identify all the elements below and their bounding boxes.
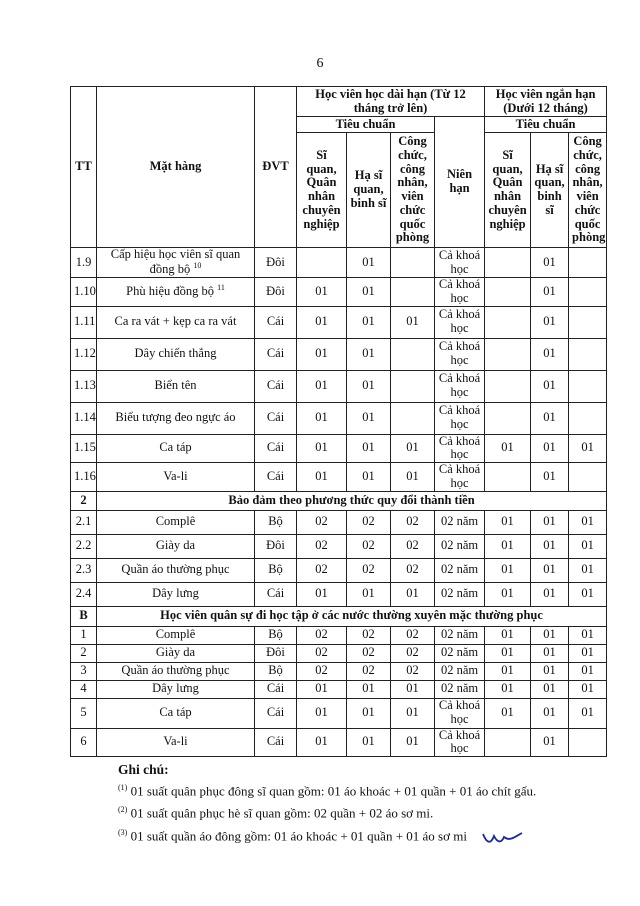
cell-civil-short: 01	[569, 582, 607, 606]
cell-unit: Cái	[255, 698, 297, 728]
table-row	[71, 248, 607, 278]
cell-unit: Cái	[255, 402, 297, 434]
cell-lifetime: Cả khoá học	[435, 698, 485, 728]
cell-lifetime: 02 năm	[435, 626, 485, 644]
cell-nco: 02	[347, 662, 391, 680]
cell-nco-short: 01	[531, 434, 569, 463]
cell-officer: 01	[297, 370, 347, 402]
cell-civil-short	[569, 278, 607, 307]
cell-civil-short: 01	[569, 680, 607, 698]
cell-officer-short	[485, 248, 531, 278]
table-row	[71, 402, 607, 434]
cell-tt: 2	[71, 644, 97, 662]
cell-tt: 1.9	[71, 248, 97, 278]
item-name-text: Ca táp	[159, 440, 192, 455]
section-number: 2	[71, 491, 97, 510]
allowance-table	[70, 86, 607, 757]
cell-civil: 01	[391, 434, 435, 463]
header-tt: TT	[71, 87, 97, 248]
cell-nco: 02	[347, 644, 391, 662]
cell-tt: 2.4	[71, 582, 97, 606]
cell-officer-short: 01	[485, 582, 531, 606]
table-row	[71, 534, 607, 558]
cell-officer: 02	[297, 626, 347, 644]
cell-unit: Bộ	[255, 558, 297, 582]
cell-item-name	[97, 626, 255, 644]
table-row	[71, 306, 607, 338]
cell-tt: 1.14	[71, 402, 97, 434]
cell-civil-short	[569, 728, 607, 757]
header-standard-short: Tiêu chuẩn	[485, 117, 607, 133]
cell-officer-short: 01	[485, 626, 531, 644]
cell-nco: 01	[347, 248, 391, 278]
cell-officer: 01	[297, 728, 347, 757]
cell-unit: Cái	[255, 338, 297, 370]
note-1-text: 01 suất quân phục đông sĩ quan gồm: 01 áo khoác + 01 quần + 01 áo chít gấu.	[130, 783, 537, 799]
table-row	[71, 278, 607, 307]
cell-civil: 02	[391, 644, 435, 662]
cell-tt: 1.13	[71, 370, 97, 402]
item-name-text: Biểu tượng đeo ngực áo	[115, 410, 236, 425]
cell-officer-short: 01	[485, 558, 531, 582]
header-short-term: Học viên ngắn hạn (Dưới 12 tháng)	[485, 87, 607, 117]
cell-nco: 02	[347, 626, 391, 644]
cell-civil	[391, 248, 435, 278]
cell-civil-short	[569, 463, 607, 492]
cell-civil	[391, 338, 435, 370]
cell-civil: 02	[391, 510, 435, 534]
cell-unit: Cái	[255, 463, 297, 492]
cell-nco-short: 01	[531, 534, 569, 558]
table-row	[71, 582, 607, 606]
note-2-marker: (2)	[118, 805, 128, 815]
cell-lifetime: 02 năm	[435, 534, 485, 558]
table-row	[71, 626, 607, 644]
cell-nco-short: 01	[531, 370, 569, 402]
cell-nco: 01	[347, 698, 391, 728]
note-2	[118, 805, 618, 821]
table-row	[71, 662, 607, 680]
cell-item-name	[97, 434, 255, 463]
cell-nco-short: 01	[531, 463, 569, 492]
cell-officer-short	[485, 338, 531, 370]
cell-officer: 02	[297, 534, 347, 558]
cell-item-name	[97, 463, 255, 492]
cell-lifetime: 02 năm	[435, 644, 485, 662]
cell-civil: 01	[391, 680, 435, 698]
cell-nco: 01	[347, 680, 391, 698]
header-lifetime: Niên hạn	[435, 117, 485, 248]
cell-nco: 01	[347, 728, 391, 757]
cell-unit: Cái	[255, 582, 297, 606]
note-1	[118, 783, 618, 799]
cell-nco-short: 01	[531, 306, 569, 338]
cell-item-name	[97, 698, 255, 728]
cell-civil: 02	[391, 626, 435, 644]
cell-officer-short	[485, 370, 531, 402]
cell-officer-short: 01	[485, 434, 531, 463]
cell-tt: 2.3	[71, 558, 97, 582]
cell-lifetime: Cả khoá học	[435, 434, 485, 463]
cell-tt: 1.16	[71, 463, 97, 492]
section-row	[71, 491, 607, 510]
cell-civil: 02	[391, 534, 435, 558]
note-1-marker: (1)	[118, 783, 128, 792]
item-name-text: Va-li	[163, 468, 188, 483]
header-nco: Hạ sĩ quan, binh sĩ	[347, 133, 391, 248]
cell-civil-short: 01	[569, 644, 607, 662]
header-long-term: Học viên học dài hạn (Từ 12 tháng trở lên)	[297, 87, 485, 117]
cell-civil-short: 01	[569, 698, 607, 728]
cell-civil-short: 01	[569, 434, 607, 463]
cell-nco-short: 01	[531, 248, 569, 278]
header-unit: ĐVT	[255, 87, 297, 248]
cell-item-name	[97, 662, 255, 680]
item-name-text: Giày da	[155, 538, 196, 553]
cell-unit: Cái	[255, 728, 297, 757]
cell-civil: 01	[391, 698, 435, 728]
footnote-marker: 10	[193, 260, 202, 270]
cell-civil-short: 01	[569, 558, 607, 582]
cell-nco-short: 01	[531, 510, 569, 534]
item-name-text: Quần áo thường phục	[121, 562, 230, 577]
cell-item-name	[97, 558, 255, 582]
cell-officer-short	[485, 306, 531, 338]
cell-nco-short: 01	[531, 278, 569, 307]
item-name-text: Cấp hiệu học viên sĩ quan đồng bộ	[110, 247, 241, 277]
cell-nco-short: 01	[531, 698, 569, 728]
cell-tt: 4	[71, 680, 97, 698]
cell-nco: 01	[347, 278, 391, 307]
cell-officer-short	[485, 463, 531, 492]
item-name-text: Ca ra vát + kẹp ca ra vát	[114, 314, 237, 329]
cell-officer-short: 01	[485, 698, 531, 728]
header-officer-short: Sĩ quan, Quân nhân chuyên nghiệp	[485, 133, 531, 248]
cell-nco: 02	[347, 534, 391, 558]
cell-nco: 01	[347, 402, 391, 434]
notes	[118, 762, 618, 850]
item-name-text: Dây chiến thắng	[134, 346, 217, 361]
cell-nco-short: 01	[531, 626, 569, 644]
cell-lifetime: 02 năm	[435, 510, 485, 534]
cell-unit: Bộ	[255, 662, 297, 680]
note-3-marker: (3)	[118, 827, 128, 837]
cell-officer: 02	[297, 644, 347, 662]
note-3-text: 01 suất quần áo đông gồm: 01 áo khoác + 01 quần + 01 áo sơ mi	[130, 827, 467, 843]
table-row	[71, 370, 607, 402]
cell-nco: 02	[347, 558, 391, 582]
cell-officer: 02	[297, 662, 347, 680]
cell-unit: Đôi	[255, 644, 297, 662]
cell-officer	[297, 248, 347, 278]
cell-officer-short	[485, 402, 531, 434]
section-number: B	[71, 606, 97, 626]
cell-civil-short: 01	[569, 534, 607, 558]
cell-officer: 01	[297, 338, 347, 370]
header-civil: Công chức, công nhân, viên chức quốc phòng	[391, 133, 435, 248]
cell-officer-short: 01	[485, 534, 531, 558]
item-name-text: Quần áo thường phục	[121, 663, 230, 678]
item-name-text: Phù hiệu đồng bộ	[126, 284, 215, 299]
cell-nco: 01	[347, 306, 391, 338]
item-name-text: Dây lưng	[152, 586, 199, 601]
section-title: Học viên quân sự đi học tập ở các nước thường xuyên mặc thường phục	[97, 606, 607, 626]
header-standard-long: Tiêu chuẩn	[297, 117, 435, 133]
cell-lifetime: Cả khoá học	[435, 728, 485, 757]
item-name-text: Va-li	[163, 734, 188, 749]
cell-civil	[391, 370, 435, 402]
header-civil-short: Công chức, công nhân, viên chức quốc phòng	[569, 133, 607, 248]
header-nco-short: Hạ sĩ quan, binh sĩ	[531, 133, 569, 248]
cell-officer: 01	[297, 434, 347, 463]
cell-officer: 02	[297, 510, 347, 534]
cell-tt: 1	[71, 626, 97, 644]
cell-civil: 02	[391, 662, 435, 680]
footnote-marker: 11	[217, 283, 225, 293]
cell-item-name	[97, 534, 255, 558]
cell-officer: 01	[297, 306, 347, 338]
cell-civil	[391, 278, 435, 307]
cell-civil-short	[569, 338, 607, 370]
cell-lifetime: 02 năm	[435, 662, 485, 680]
cell-unit: Cái	[255, 370, 297, 402]
cell-nco: 01	[347, 338, 391, 370]
note-2-text: 01 suất quân phục hè sĩ quan gồm: 02 quần + 02 áo sơ mi.	[130, 805, 434, 821]
cell-item-name	[97, 510, 255, 534]
cell-unit: Đôi	[255, 278, 297, 307]
initials-signature	[480, 828, 524, 850]
cell-officer-short: 01	[485, 662, 531, 680]
cell-lifetime: Cả khoá học	[435, 463, 485, 492]
header-item: Mặt hàng	[97, 87, 255, 248]
cell-unit: Bộ	[255, 626, 297, 644]
cell-lifetime: Cả khoá học	[435, 306, 485, 338]
cell-officer: 01	[297, 278, 347, 307]
cell-officer-short: 01	[485, 680, 531, 698]
cell-item-name	[97, 370, 255, 402]
cell-civil-short	[569, 306, 607, 338]
cell-officer-short: 01	[485, 510, 531, 534]
cell-officer: 01	[297, 402, 347, 434]
cell-nco-short: 01	[531, 582, 569, 606]
cell-tt: 1.11	[71, 306, 97, 338]
cell-nco-short: 01	[531, 644, 569, 662]
cell-officer: 01	[297, 698, 347, 728]
cell-officer-short	[485, 278, 531, 307]
cell-officer: 02	[297, 558, 347, 582]
item-name-text: Biển tên	[154, 378, 197, 393]
cell-nco: 01	[347, 370, 391, 402]
cell-nco-short: 01	[531, 402, 569, 434]
cell-nco: 01	[347, 582, 391, 606]
cell-nco: 02	[347, 510, 391, 534]
cell-item-name	[97, 278, 255, 307]
section-row	[71, 606, 607, 626]
cell-lifetime: Cả khoá học	[435, 402, 485, 434]
cell-civil-short	[569, 370, 607, 402]
cell-lifetime: Cả khoá học	[435, 370, 485, 402]
cell-lifetime: Cả khoá học	[435, 338, 485, 370]
cell-lifetime: 02 năm	[435, 680, 485, 698]
cell-officer-short	[485, 728, 531, 757]
cell-tt: 2.1	[71, 510, 97, 534]
cell-tt: 5	[71, 698, 97, 728]
cell-nco: 01	[347, 434, 391, 463]
cell-civil-short	[569, 248, 607, 278]
cell-civil: 01	[391, 582, 435, 606]
cell-civil-short: 01	[569, 662, 607, 680]
table-row	[71, 338, 607, 370]
cell-civil-short: 01	[569, 510, 607, 534]
cell-officer: 01	[297, 680, 347, 698]
item-name-text: Dây lưng	[152, 681, 199, 696]
cell-item-name	[97, 306, 255, 338]
table-header	[71, 87, 607, 248]
cell-unit: Đôi	[255, 248, 297, 278]
table-row	[71, 698, 607, 728]
table-row	[71, 558, 607, 582]
cell-nco-short: 01	[531, 338, 569, 370]
cell-tt: 3	[71, 662, 97, 680]
cell-tt: 1.15	[71, 434, 97, 463]
cell-nco-short: 01	[531, 662, 569, 680]
cell-nco: 01	[347, 463, 391, 492]
cell-lifetime: 02 năm	[435, 558, 485, 582]
cell-officer: 01	[297, 463, 347, 492]
cell-item-name	[97, 728, 255, 757]
cell-unit: Bộ	[255, 510, 297, 534]
cell-item-name	[97, 338, 255, 370]
cell-lifetime: Cả khoá học	[435, 278, 485, 307]
cell-lifetime: 02 năm	[435, 582, 485, 606]
cell-officer: 01	[297, 582, 347, 606]
page-number: 6	[316, 56, 324, 71]
cell-tt: 1.12	[71, 338, 97, 370]
cell-item-name	[97, 402, 255, 434]
cell-unit: Đôi	[255, 534, 297, 558]
table-row	[71, 680, 607, 698]
item-name-text: Complê	[155, 627, 196, 642]
cell-item-name	[97, 680, 255, 698]
table-row	[71, 644, 607, 662]
cell-lifetime: Cả khoá học	[435, 248, 485, 278]
cell-tt: 1.10	[71, 278, 97, 307]
cell-civil: 01	[391, 463, 435, 492]
cell-nco-short: 01	[531, 728, 569, 757]
cell-nco-short: 01	[531, 680, 569, 698]
item-name-text: Ca táp	[159, 705, 192, 720]
cell-civil: 01	[391, 306, 435, 338]
cell-civil: 01	[391, 728, 435, 757]
section-title: Bảo đảm theo phương thức quy đổi thành tiền	[97, 491, 607, 510]
cell-civil	[391, 402, 435, 434]
table-row	[71, 728, 607, 757]
cell-item-name	[97, 248, 255, 278]
cell-tt: 2.2	[71, 534, 97, 558]
header-officer: Sĩ quan, Quân nhân chuyên nghiệp	[297, 133, 347, 248]
table-body	[71, 248, 607, 757]
item-name-text: Complê	[155, 514, 196, 529]
cell-nco-short: 01	[531, 558, 569, 582]
table-row	[71, 510, 607, 534]
cell-unit: Cái	[255, 680, 297, 698]
cell-civil-short	[569, 402, 607, 434]
cell-item-name	[97, 582, 255, 606]
cell-unit: Cái	[255, 434, 297, 463]
cell-civil-short: 01	[569, 626, 607, 644]
cell-item-name	[97, 644, 255, 662]
item-name-text: Giày da	[155, 645, 196, 660]
notes-title: Ghi chú:	[118, 762, 169, 777]
cell-unit: Cái	[255, 306, 297, 338]
table-row	[71, 463, 607, 492]
cell-tt: 6	[71, 728, 97, 757]
cell-officer-short: 01	[485, 644, 531, 662]
table-row	[71, 434, 607, 463]
note-3	[118, 828, 618, 844]
cell-civil: 02	[391, 558, 435, 582]
